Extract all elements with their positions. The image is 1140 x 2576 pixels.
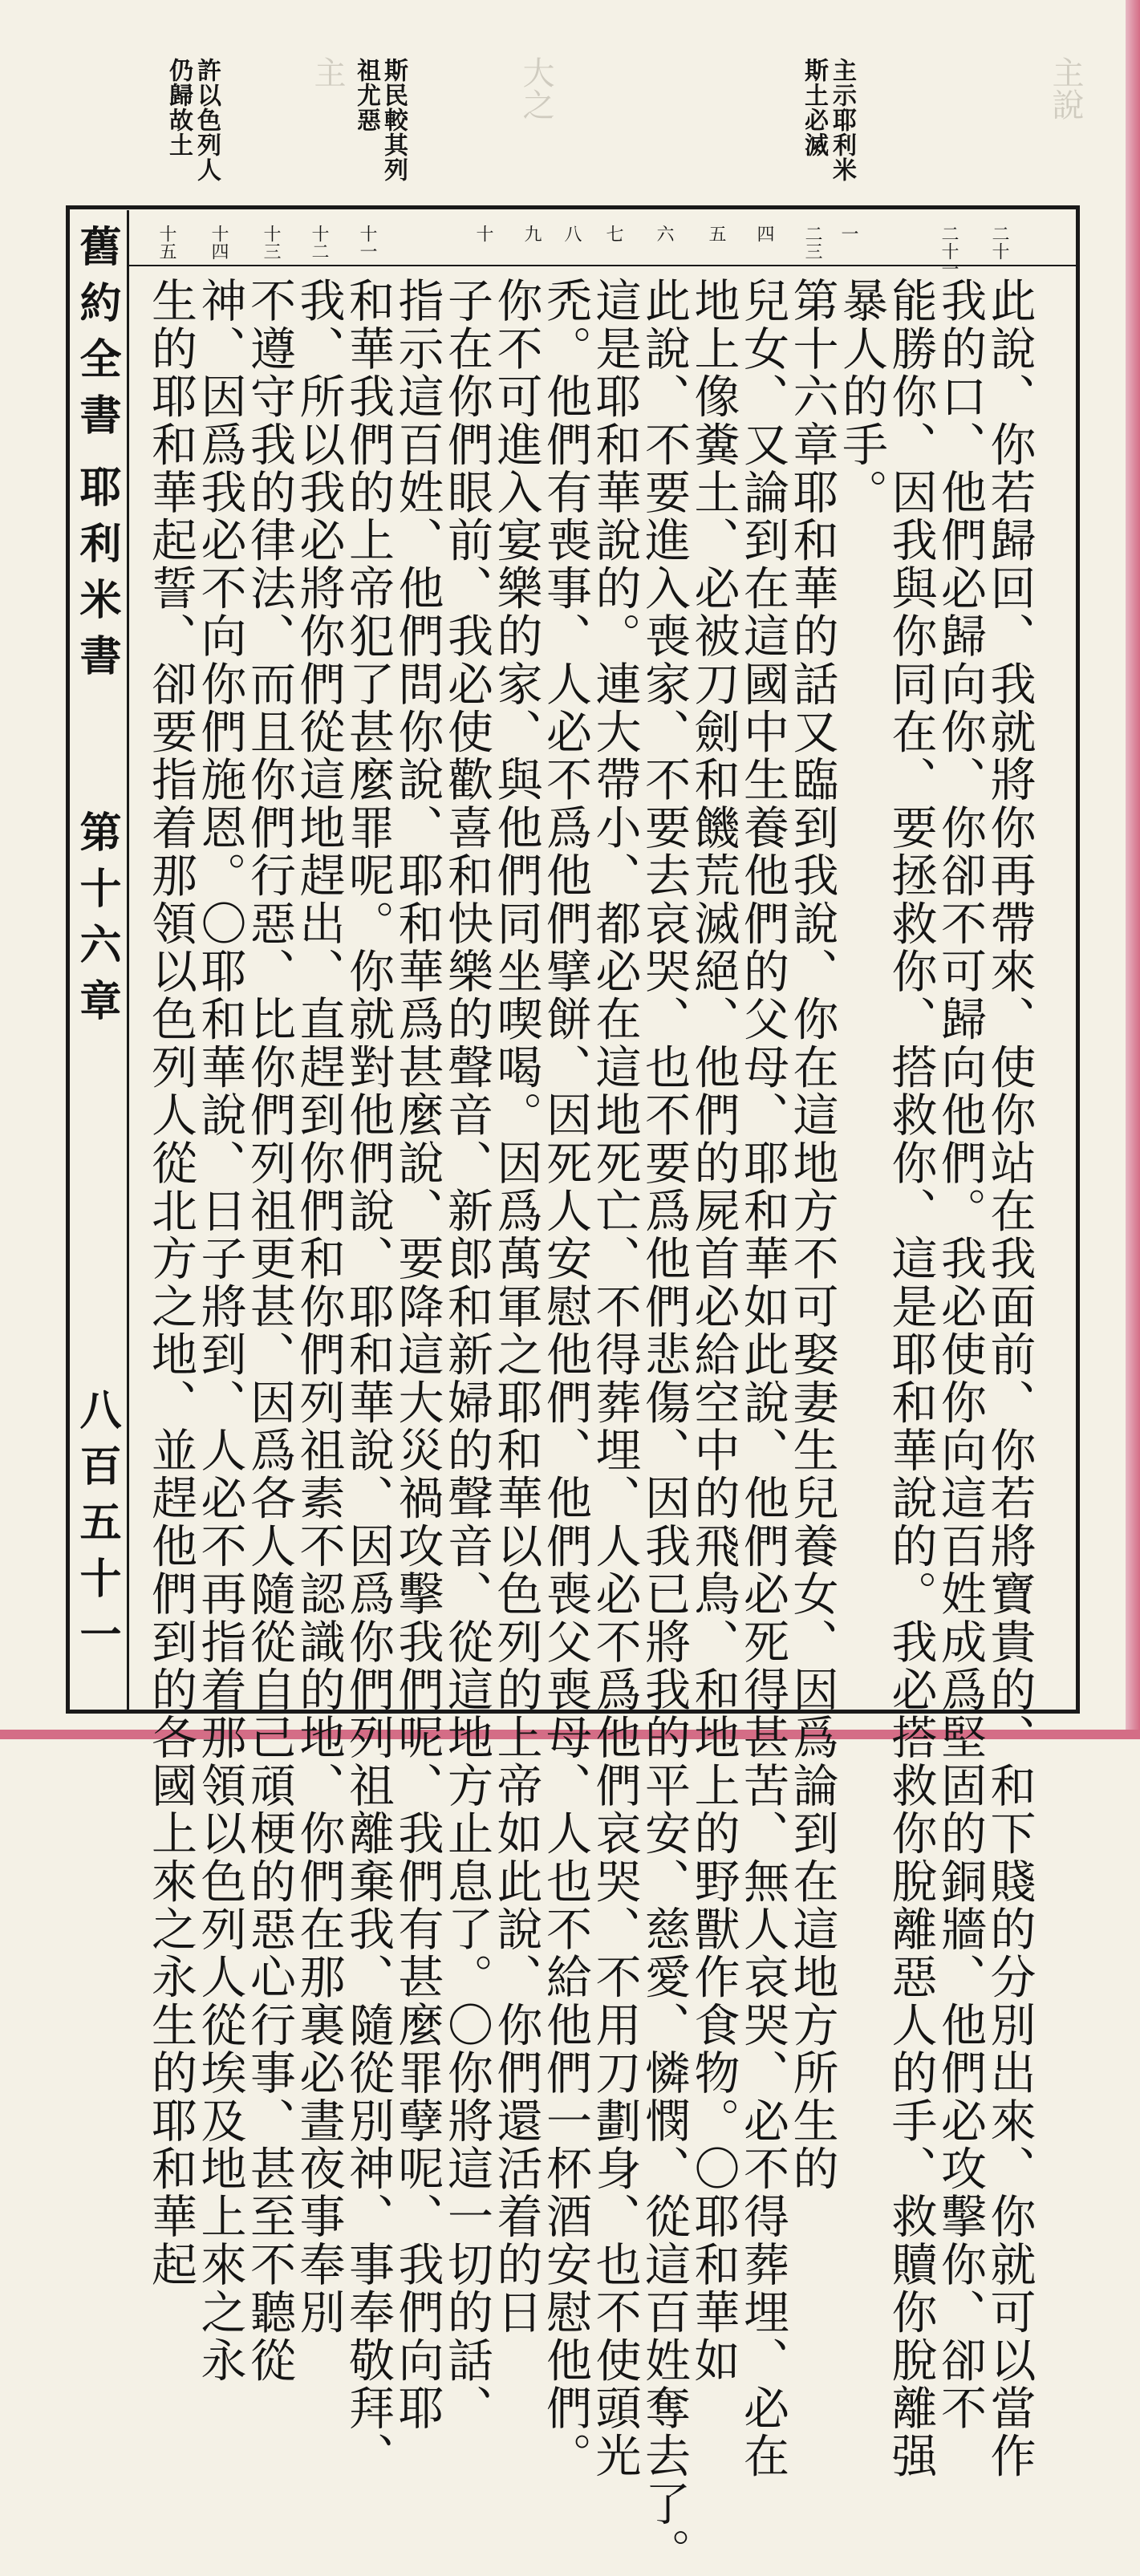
show-through-text: 主: [309, 56, 346, 88]
verse-number: 四: [754, 225, 774, 242]
verse-row-rule: [127, 265, 1080, 266]
frame-separator: [127, 210, 129, 1710]
text-column: 指示這百姓、他們問你說、耶和華爲甚麼說、要降這大災禍攻擊我們呢、我們有甚麼罪孽呢、我們向耶: [391, 277, 444, 2432]
verse-number: 七: [603, 225, 623, 242]
verse-number: 十一: [357, 225, 377, 260]
text-column: 你不可進入宴樂的家、與他們同坐喫喝。因爲萬軍之耶和華以色列的上帝如此說、你們還活着的日: [489, 277, 542, 2337]
margin-note: 許以色列人: [193, 58, 221, 182]
verse-number: 十四: [209, 225, 229, 260]
text-column: 神、因爲我必不向你們施恩。〇耶和華說、日子將到、人必不再指着那領以色列人從埃及地上來之永: [193, 277, 246, 2384]
verse-number: 六: [654, 225, 674, 242]
show-through-text: 大之: [517, 56, 554, 120]
verse-number: 十三: [261, 225, 281, 260]
page-edge: [1126, 0, 1140, 1739]
margin-note: 斯土必滅: [800, 58, 828, 157]
verse-number: 十: [473, 225, 493, 242]
text-column: 子在你們眼前、我必使歡喜和快樂的聲音、新郎和新婦的聲音、從這地方止息了。〇你將這一切的話、: [440, 277, 493, 2432]
show-through-text: 主說: [1047, 56, 1084, 120]
margin-note: 斯民較其列: [379, 58, 408, 182]
text-column: 能勝你、因我與你同在、要拯救你、搭救你、這是耶和華說的。我必搭救你脫離惡人的手、救贖你脫離强: [884, 277, 937, 2481]
text-column: 地上像糞土、必被刀劍和饑荒滅絕、他們的屍首必給空中的飛鳥、和地上的野獸作食物。〇耶和華如: [687, 277, 740, 2384]
text-column: 禿。他們有喪事、人必不爲他們擘餅、因死人安慰他們、他們喪父喪母、人也不給他們一杯酒安慰他們。: [538, 277, 592, 2481]
verse-number: 二十: [989, 225, 1009, 260]
text-column: 我的口、他們必歸向你、你卻不可歸向他們。我必使你向這百姓成爲堅固的銅牆、他們必攻擊你、卻不: [933, 277, 987, 2432]
text-column: 生的耶和華起誓、卻要指着那領以色列人從北方之地、並趕他們到的各國上來之永生的耶和華起: [144, 277, 197, 2289]
verse-number: 二三: [802, 225, 822, 260]
section-title: 耶利米書: [72, 465, 121, 690]
text-column: 此說、你若歸回、我就將你再帶來、使你站在我面前、你若將寶貴的、和下賤的分別出來、你就可以當作: [983, 277, 1036, 2481]
chapter-heading: 第十六章: [72, 810, 121, 1035]
text-column: 第十六章耶和華的話又臨到我說、你在這地方不可娶妻生兒養女、因爲論到在這地方所生的: [785, 277, 838, 2193]
book-title: 舊約全書: [72, 225, 121, 449]
text-column: 和華我們的上帝犯了甚麼罪呢。你就對他們說、耶和華說、因爲你們列祖離棄我、隨從別神、事奉敬拜、: [341, 277, 395, 2481]
text-column: 我、所以我必將你們從這地趕出、直趕到你們和你們列祖素不認識的地、你們在那裏必晝夜事奉別: [292, 277, 345, 2337]
text-column: 不遵守我的律法、而且你們行惡、比你們列祖更甚、因爲各人隨從自己頑梗的惡心行事、甚至不聽從: [242, 277, 296, 2384]
verse-number: 八: [562, 225, 582, 242]
text-column: 此說、不要進入喪家、不要去哀哭、也不要爲他們悲傷、因我已將我的平安、慈愛、憐憫、從這百姓奪去了。: [637, 277, 691, 2576]
verse-number: 五: [706, 225, 726, 242]
text-column: 這是耶和華說的。連大帶小、都必在這地死亡、不得葬埋、人必不爲他們哀哭、不用刀劃身、也不使頭光: [588, 277, 641, 2481]
margin-note: 主示耶利米: [828, 58, 856, 182]
margin-note: 祖尤惡: [352, 58, 380, 132]
verse-number: 九: [521, 225, 542, 242]
margin-note: 仍歸故土: [164, 58, 193, 157]
verse-number: 十五: [156, 225, 176, 260]
text-column: 暴人的手。: [834, 277, 888, 517]
page-number: 八百五十一: [72, 1388, 121, 1669]
text-column: 兒女、又論到在這國中生養他們的父母、耶和華如此說、他們必死得甚苦、無人哀哭、必不得葬埋、必在: [736, 277, 789, 2481]
verse-number: 一: [838, 225, 858, 242]
verse-number: 十二: [309, 225, 329, 260]
verse-number: 二十一: [939, 225, 959, 278]
